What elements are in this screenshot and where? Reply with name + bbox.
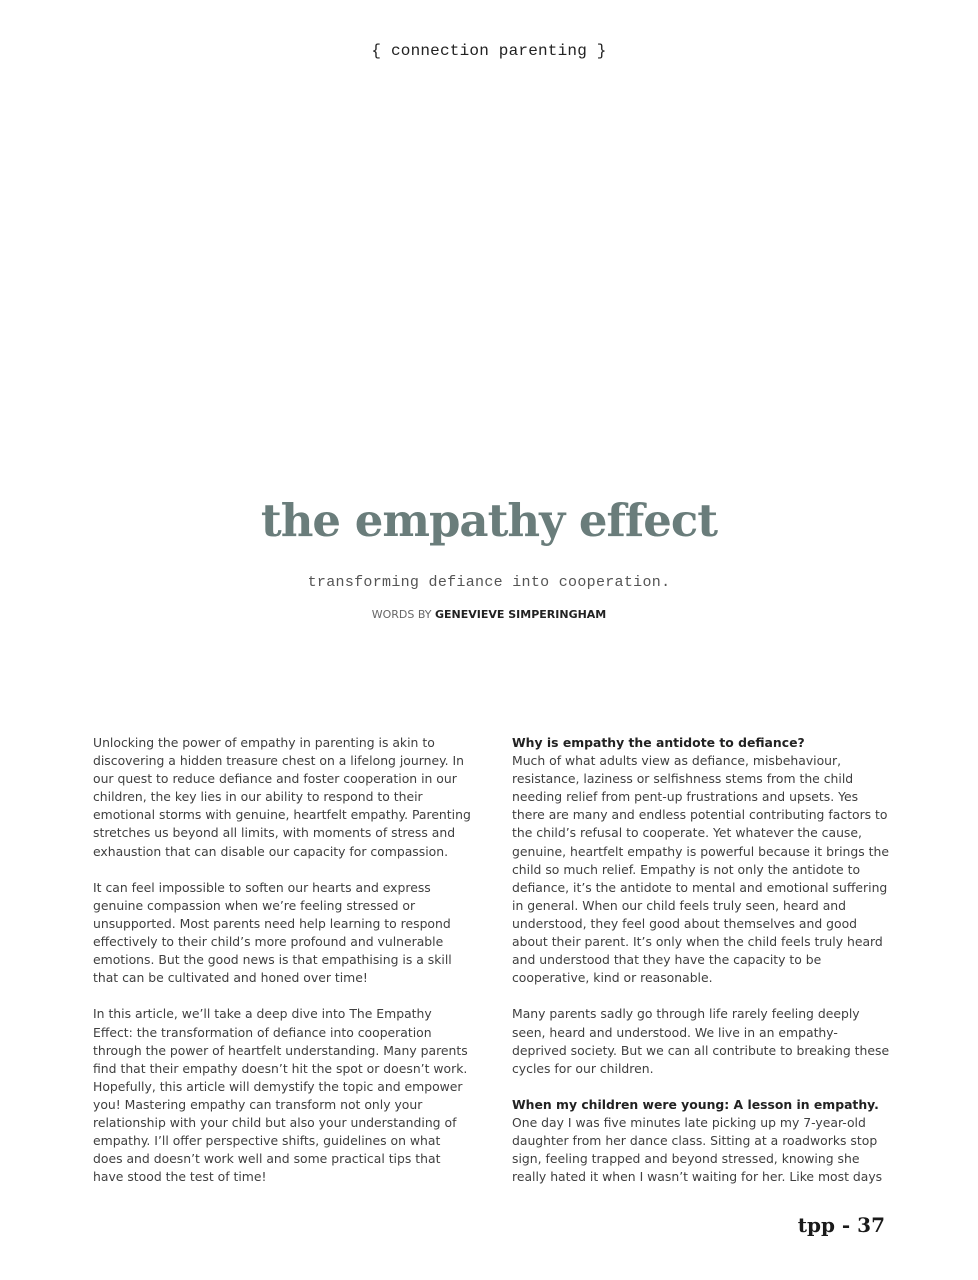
section-heading: Why is empathy the antidote to defiance? <box>512 735 805 750</box>
paragraph: Much of what adults view as defiance, misbehaviour, resistance, laziness or selfishness stems from the child needing relief from pent-up frustrations and upsets. Yes there are many and endless potential contributing factors to the child’s refusal to cooperate. Yet whatever the cause, genuine, heartfelt empathy is powerful because it brings the child so much relief. Empathy is not only the antidote to defiance, it’s the antidote to mental and emotional suffering in general. When our child feels truly seen, heard and understood, they feel good about themselves and good about their parent. It’s only when the child feels truly heard and understood that they have the capacity to be cooperative, kind or reasonable. <box>512 753 889 986</box>
byline <box>0 608 978 621</box>
paragraph: Unlocking the power of empathy in parenting is akin to discovering a hidden treasure chest on a lifelong journey. In our quest to reduce defiance and foster cooperation in our children, the key lies in our ability to respond to their emotional storms with genuine, heartfelt empathy. Parenting stretches us beyond all limits, with moments of stress and exhaustion that can disable our capacity for compassion. <box>93 735 471 859</box>
author-name: GENEVIEVE SIMPERINGHAM <box>435 608 607 621</box>
left-column <box>93 734 471 1204</box>
paragraph: It can feel impossible to soften our hearts and express genuine compassion when we’re feeling stressed or unsupported. Most parents need help learning to respond effectively to their child’s more profound and vulnerable emotions. But the good news is that empathising is a skill that can be cultivated and honed over time! <box>93 879 452 986</box>
paragraph: One day I was five minutes late picking up my 7-year-old daughter from her dance class. Sitting at a roadworks stop sign, feeling trapped and beyond stressed, knowing she really hated it when I wasn’t waiting for her. Like most days <box>512 1114 883 1185</box>
section-tag: { connection parenting } <box>371 42 607 60</box>
article-title: the empathy effect <box>260 494 718 547</box>
byline-prefix: WORDS BY <box>371 608 432 621</box>
paragraph: In this article, we’ll take a deep dive into The Empathy Effect: the transformation of defiance into cooperation through the power of heartfelt understanding. Many parents find that their empathy doesn’t hit the spot or doesn’t work. Hopefully, this article will demystify the topic and empower you! Mastering empathy can transform not only your relationship with your child but also your understanding of empathy. I’ll offer perspective shifts, guidelines on what does and doesn’t work well and some practical tips that have stood the test of time! <box>93 1006 468 1185</box>
right-column <box>512 734 890 1204</box>
page-number: tpp - 37 <box>797 1213 885 1237</box>
section-heading: When my children were young: A lesson in empathy. <box>512 1096 879 1112</box>
paragraph: Many parents sadly go through life rarely feeling deeply seen, heard and understood. We live in an empathy-deprived society. But we can all contribute to breaking these cycles for our children. <box>512 1006 890 1076</box>
article-subtitle: transforming defiance into cooperation. <box>307 574 671 591</box>
